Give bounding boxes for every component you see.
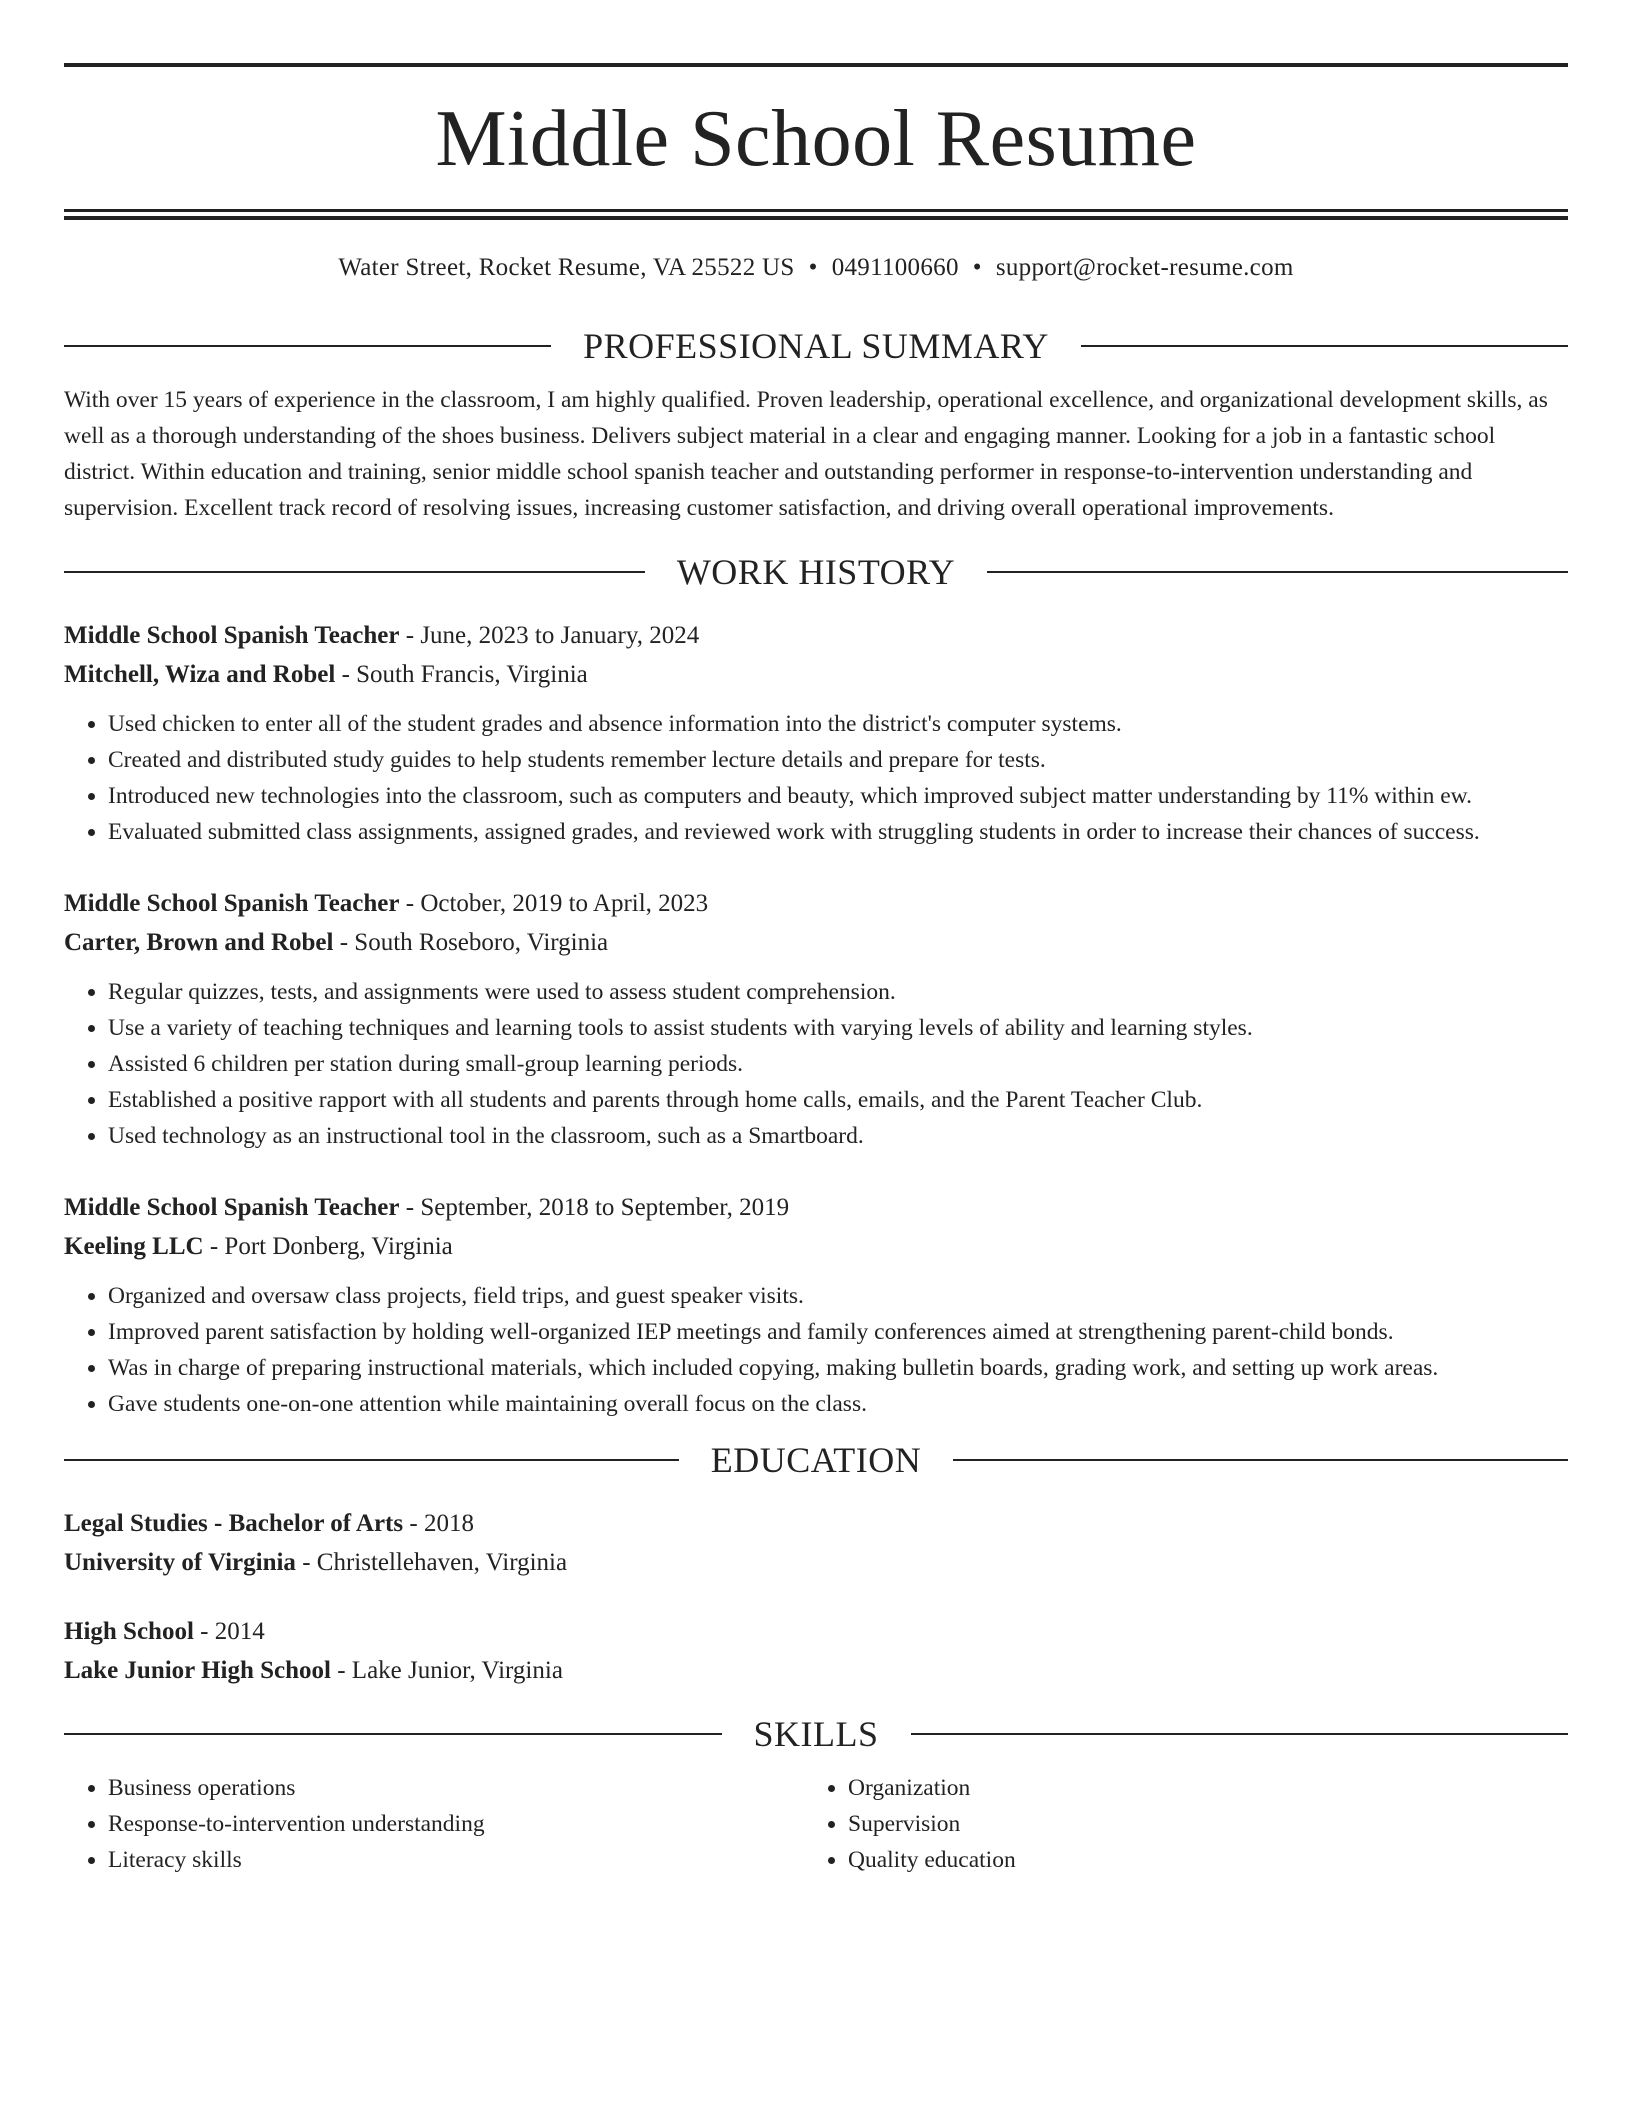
job-company-line: [64, 1227, 1568, 1266]
job-company: Keeling LLC: [64, 1232, 204, 1260]
job-dates: - September, 2018 to September, 2019: [399, 1193, 790, 1221]
job-company-line: [64, 923, 1568, 962]
top-rule: [64, 63, 1568, 67]
skills-heading-label: SKILLS: [753, 1713, 879, 1754]
skills-column-left: [64, 1770, 804, 1878]
skills-heading: [64, 1712, 1568, 1756]
work-heading-label: WORK HISTORY: [676, 551, 956, 592]
job-title-line: [64, 1188, 1568, 1227]
work-heading: [64, 550, 1568, 594]
job-title-line: [64, 616, 1568, 655]
contact-email: support@rocket-resume.com: [995, 254, 1294, 281]
skill-item: • Organization: [848, 1770, 1544, 1806]
job-bullets: [64, 1278, 1568, 1422]
skill-item: • Quality education: [848, 1842, 1544, 1878]
heading-rule-left: [64, 1459, 679, 1461]
job-location: - South Roseboro, Virginia: [333, 928, 609, 956]
job-location: - South Francis, Virginia: [335, 660, 588, 688]
job-bullet: • Regular quizzes, tests, and assignments were used to assess student comprehension.: [108, 974, 1568, 1010]
contact-address: Water Street, Rocket Resume, VA 25522 US: [338, 254, 795, 281]
job-title: Middle School Spanish Teacher: [64, 621, 400, 649]
skill-item: • Supervision: [848, 1806, 1544, 1842]
job-dates: - June, 2023 to January, 2024: [399, 621, 700, 649]
title-double-rule: [64, 209, 1568, 220]
summary-text: With over 15 years of experience in the classroom, I am highly qualified. Proven leadership, operational excellence, and organizational development skills, as well as a thorough understanding of the shoes business. Delivers subject material in a clear and engaging manner. Looking for a job in a fantastic school district. Within education and training, senior middle school spanish teacher and outstanding performer in response-to-intervention understanding and supervision. Excellent track record of resolving issues, increasing customer satisfaction, and driving overall operational improvements.: [64, 387, 1548, 521]
job-company: Mitchell, Wiza and Robel: [64, 660, 336, 688]
job-bullet: • Improved parent satisfaction by holding well-organized IEP meetings and family conferences aimed at strengthening parent-child bonds.: [108, 1314, 1568, 1350]
contact-line: [64, 252, 1568, 284]
education-location: - Lake Junior, Virginia: [330, 1656, 563, 1684]
education-degree: High School: [64, 1617, 194, 1645]
job-bullet: • Introduced new technologies into the classroom, such as computers and beauty, which improved subject matter understanding by 11% within ew.: [108, 778, 1568, 814]
job-title: Middle School Spanish Teacher: [64, 889, 400, 917]
education-degree: Legal Studies - Bachelor of Arts: [64, 1509, 404, 1537]
resume-page: [64, 0, 1568, 1878]
skills-column-right: [804, 1770, 1544, 1878]
job-title: Middle School Spanish Teacher: [64, 1193, 400, 1221]
heading-rule-right: [953, 1459, 1568, 1461]
summary-heading-label: PROFESSIONAL SUMMARY: [583, 326, 1049, 366]
heading-rule-right: [911, 1733, 1569, 1735]
education-heading-label: EDUCATION: [710, 1439, 922, 1480]
job-title-line: [64, 884, 1568, 923]
education-location: - Christellehaven, Virginia: [295, 1548, 568, 1576]
skill-item: • Response-to-intervention understanding: [108, 1806, 804, 1842]
heading-rule-right: [987, 571, 1568, 573]
job-entry: [64, 884, 1568, 1154]
job-bullets: [64, 974, 1568, 1154]
job-entry: [64, 616, 1568, 850]
heading-rule-left: [64, 345, 551, 347]
education-degree-line: [64, 1612, 1568, 1651]
job-company-line: [64, 655, 1568, 694]
heading-rule-left: [64, 571, 645, 573]
job-bullets: [64, 706, 1568, 850]
contact-separator: •: [808, 254, 818, 281]
job-company: Carter, Brown and Robel: [64, 928, 334, 956]
education-degree-line: [64, 1504, 1568, 1543]
resume-title: Middle School Resume: [435, 95, 1197, 183]
job-bullet: • Created and distributed study guides to help students remember lecture details and prepare for tests.: [108, 742, 1568, 778]
education-school-line: [64, 1651, 1568, 1690]
job-bullet: • Assisted 6 children per station during small-group learning periods.: [108, 1046, 1568, 1082]
education-school: University of Virginia: [64, 1548, 296, 1576]
job-bullet: • Was in charge of preparing instructional materials, which included copying, making bulletin boards, grading work, and setting up work areas.: [108, 1350, 1568, 1386]
job-bullet: • Established a positive rapport with all students and parents through home calls, emails, and the Parent Teacher Club.: [108, 1082, 1568, 1118]
job-bullet: • Use a variety of teaching techniques and learning tools to assist students with varying levels of ability and learning styles.: [108, 1010, 1568, 1046]
heading-rule-left: [64, 1733, 722, 1735]
job-dates: - October, 2019 to April, 2023: [399, 889, 709, 917]
skills-list: [64, 1770, 1568, 1878]
job-bullet: • Used chicken to enter all of the student grades and absence information into the district's computer systems.: [108, 706, 1568, 742]
contact-phone: 0491100660: [831, 254, 959, 281]
contact-separator: •: [972, 254, 982, 281]
job-location: - Port Donberg, Virginia: [203, 1232, 453, 1260]
skill-item: • Business operations: [108, 1770, 804, 1806]
education-year: - 2014: [193, 1617, 265, 1645]
summary-heading: [64, 324, 1568, 368]
education-heading: [64, 1438, 1568, 1482]
skill-item: • Literacy skills: [108, 1842, 804, 1878]
job-entry: [64, 1188, 1568, 1422]
education-year: - 2018: [403, 1509, 474, 1537]
education-school: Lake Junior High School: [64, 1656, 331, 1684]
education-entry: [64, 1612, 1568, 1690]
job-bullet: • Gave students one-on-one attention while maintaining overall focus on the class.: [108, 1386, 1568, 1422]
education-school-line: [64, 1543, 1568, 1582]
job-bullet: • Evaluated submitted class assignments, assigned grades, and reviewed work with struggling students in order to increase their chances of success.: [108, 814, 1568, 850]
education-entry: [64, 1504, 1568, 1582]
heading-rule-right: [1081, 345, 1568, 347]
job-bullet: • Organized and oversaw class projects, field trips, and guest speaker visits.: [108, 1278, 1568, 1314]
job-bullet: • Used technology as an instructional tool in the classroom, such as a Smartboard.: [108, 1118, 1568, 1154]
